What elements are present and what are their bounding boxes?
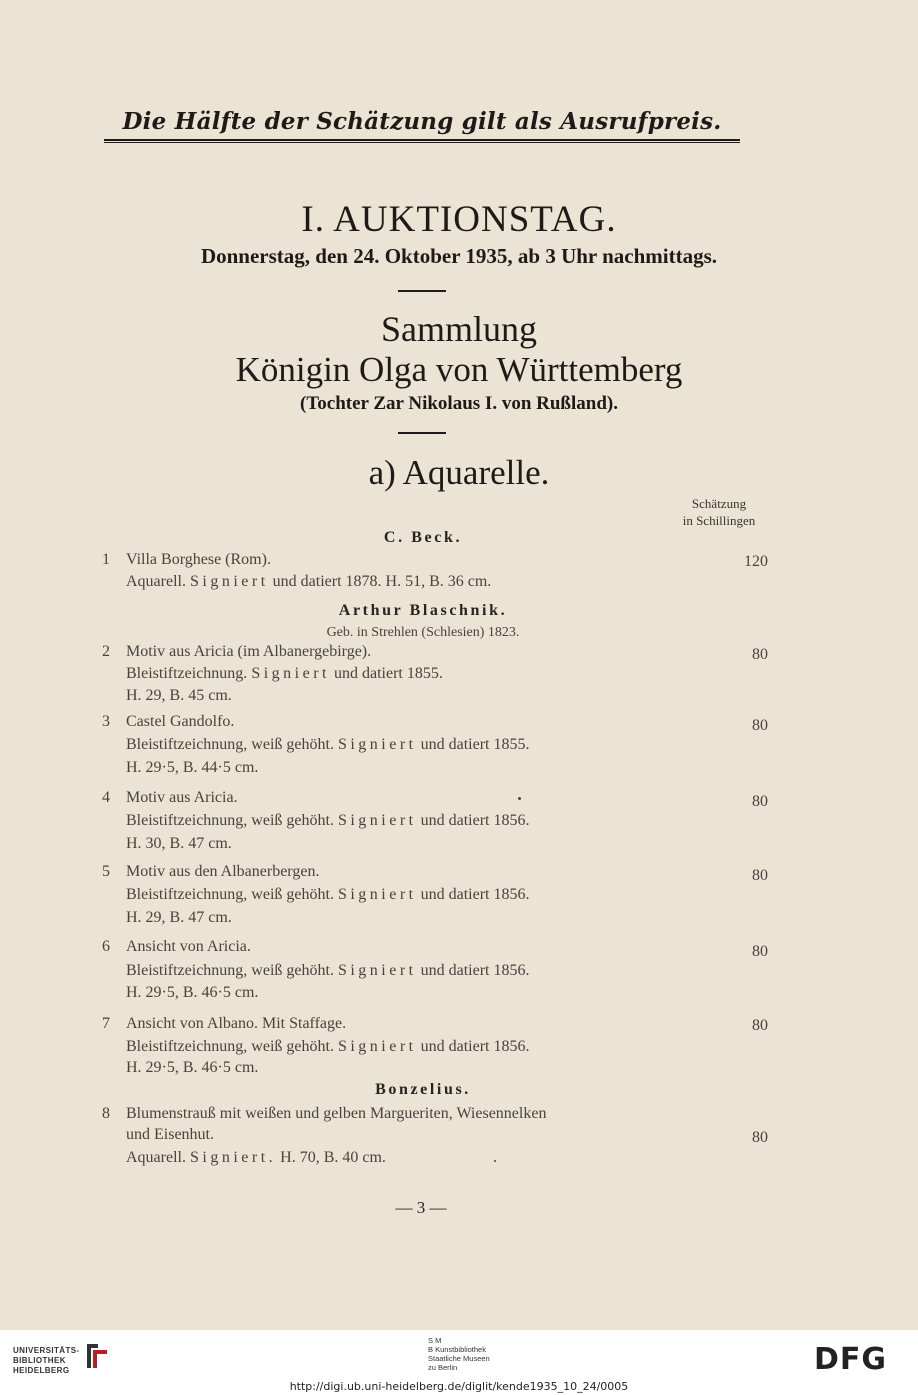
lot-text: und datiert 1878. H. 51, B. 36 cm. bbox=[268, 573, 492, 590]
collection-note: (Tochter Zar Nikolaus I. von Rußland). bbox=[300, 393, 618, 414]
lot-line bbox=[126, 573, 491, 591]
lot-price: 80 bbox=[752, 867, 768, 884]
lot-text: Aquarell. bbox=[126, 1149, 190, 1166]
lot-text: Aquarell. bbox=[126, 573, 190, 590]
university-library-label bbox=[13, 1346, 80, 1376]
lot-text: und Eisenhut. bbox=[126, 1126, 214, 1143]
lot-text: Bleistiftzeichnung, weiß gehöht. bbox=[126, 812, 338, 829]
lot-text: Bleistiftzeichnung. bbox=[126, 665, 252, 682]
lot-line bbox=[126, 687, 232, 705]
estimate-header-2: in Schillingen bbox=[682, 513, 756, 528]
lot-number: 3 bbox=[102, 713, 110, 730]
lot-text: H. 30, B. 47 cm. bbox=[126, 835, 232, 852]
lot-line bbox=[126, 1015, 346, 1033]
lot-line bbox=[126, 759, 258, 777]
lot-line bbox=[126, 863, 319, 881]
lot-text: H. 29·5, B. 46·5 cm. bbox=[126, 984, 259, 1001]
lot-number: 8 bbox=[102, 1105, 110, 1122]
university-label-line: BIBLIOTHEK bbox=[13, 1356, 66, 1365]
divider-rule bbox=[398, 432, 446, 434]
lot-number: 7 bbox=[102, 1015, 110, 1032]
lot-line bbox=[126, 938, 251, 956]
lot-line bbox=[126, 1038, 530, 1056]
artist-name: Bonzelius. bbox=[375, 1081, 471, 1098]
lot-line bbox=[126, 909, 232, 927]
section-title: a) Aquarelle. bbox=[368, 453, 550, 492]
lot-text: und datiert 1856. bbox=[416, 1038, 530, 1055]
lot-text: Ansicht von Aricia. bbox=[126, 938, 251, 955]
lot-text: Ansicht von Albano. Mit Staffage. bbox=[126, 1015, 347, 1032]
lot-price: 80 bbox=[752, 717, 768, 734]
viewer-footer bbox=[0, 1330, 918, 1395]
lot-text: und datiert 1856. bbox=[416, 886, 530, 903]
lot-text: Bleistiftzeichnung, weiß gehöht. bbox=[126, 1038, 338, 1055]
lot-text: H. 29, B. 45 cm. bbox=[126, 687, 232, 704]
lot-line bbox=[126, 812, 530, 830]
headline-underline bbox=[104, 139, 740, 141]
lot-text: Villa Borghese (Rom). bbox=[126, 551, 271, 568]
lot-text: Blumenstrauß mit weißen und gelben Margueriten, Wiesennelken bbox=[126, 1105, 547, 1122]
permalink-url[interactable]: http://digi.ub.uni-heidelberg.de/diglit/kende1935_10_24/0005 bbox=[289, 1380, 629, 1393]
lot-text-spaced: Signiert bbox=[337, 886, 417, 903]
artist-note: Geb. in Strehlen (Schlesien) 1823. bbox=[326, 625, 520, 640]
lot-text: Motiv aus den Albanerbergen. bbox=[126, 863, 320, 880]
stamp-line: zu Berlin bbox=[428, 1363, 458, 1372]
dfg-logo: DFG bbox=[814, 1342, 888, 1377]
lot-text: Castel Gandolfo. bbox=[126, 713, 235, 730]
lot-text: H. 70, B. 40 cm. bbox=[276, 1149, 386, 1166]
lot-text-spaced: Signiert bbox=[337, 962, 417, 979]
lot-price: 80 bbox=[752, 1129, 768, 1146]
stamp-line: B Kunstbibliothek bbox=[428, 1345, 486, 1354]
university-label-line: HEIDELBERG bbox=[13, 1366, 70, 1375]
lot-text: Motiv aus Aricia. bbox=[126, 789, 238, 806]
lot-text: H. 29·5, B. 44·5 cm. bbox=[126, 759, 259, 776]
lot-line bbox=[126, 835, 232, 853]
lot-text: und datiert 1855. bbox=[329, 665, 443, 682]
lot-price: 80 bbox=[752, 646, 768, 663]
lot-line bbox=[126, 1059, 258, 1077]
lot-price: 120 bbox=[744, 553, 768, 570]
artist-name: C. Beck. bbox=[383, 529, 463, 546]
lot-price: 80 bbox=[752, 793, 768, 810]
lot-number: 2 bbox=[102, 643, 110, 660]
lot-line bbox=[126, 665, 443, 683]
lot-number: 5 bbox=[102, 863, 110, 880]
lot-line bbox=[126, 1105, 546, 1123]
lot-line bbox=[126, 551, 271, 569]
collection-title: Sammlung bbox=[380, 309, 537, 349]
headline-underline-thin bbox=[104, 142, 740, 143]
divider-rule bbox=[398, 290, 446, 292]
lot-line bbox=[126, 789, 238, 807]
auction-date: Donnerstag, den 24. Oktober 1935, ab 3 Uhr nachmittags. bbox=[200, 244, 718, 268]
collection-owner: Königin Olga von Württemberg bbox=[235, 350, 683, 389]
stamp-line: S M bbox=[428, 1336, 442, 1345]
lot-text: Bleistiftzeichnung, weiß gehöht. bbox=[126, 962, 338, 979]
lot-text-spaced: Signiert bbox=[337, 736, 417, 753]
estimate-header-1: Schätzung bbox=[691, 496, 747, 511]
lot-text: und datiert 1856. bbox=[416, 962, 530, 979]
lot-text-spaced: Signiert bbox=[189, 573, 269, 590]
artist-name: Arthur Blaschnik. bbox=[338, 602, 508, 619]
auction-day-title: I. AUKTIONSTAG. bbox=[301, 199, 617, 240]
lot-price: 80 bbox=[752, 1017, 768, 1034]
lot-text: Bleistiftzeichnung, weiß gehöht. bbox=[126, 886, 338, 903]
lot-line bbox=[126, 984, 258, 1002]
stamp-line: Staatliche Museen bbox=[428, 1354, 490, 1363]
page-number: — 3 — bbox=[395, 1198, 447, 1217]
headline: Die Hälfte der Schätzung gilt als Ausrufpreis. bbox=[122, 108, 722, 135]
lot-line bbox=[126, 1126, 214, 1144]
lot-line bbox=[126, 643, 371, 661]
print-speck bbox=[518, 797, 521, 800]
heidelberg-logo-icon bbox=[84, 1340, 110, 1372]
university-label-line: UNIVERSITÄTS- bbox=[13, 1346, 80, 1355]
lot-text-spaced: Signiert. bbox=[189, 1149, 277, 1166]
provenance-stamp bbox=[428, 1336, 490, 1372]
lot-line bbox=[126, 962, 530, 980]
lot-price: 80 bbox=[752, 943, 768, 960]
lot-text: H. 29·5, B. 46·5 cm. bbox=[126, 1059, 259, 1076]
lot-text: und datiert 1855. bbox=[416, 736, 530, 753]
lot-line bbox=[126, 886, 530, 904]
lot-text: Bleistiftzeichnung, weiß gehöht. bbox=[126, 736, 338, 753]
lot-line bbox=[126, 736, 530, 754]
lot-text-spaced: Signiert bbox=[337, 812, 417, 829]
lot-number: 6 bbox=[102, 938, 110, 955]
lot-line bbox=[126, 713, 234, 731]
lot-text: und datiert 1856. bbox=[416, 812, 530, 829]
lot-line bbox=[126, 1149, 386, 1167]
lot-number: 4 bbox=[102, 789, 110, 806]
lot-text: H. 29, B. 47 cm. bbox=[126, 909, 232, 926]
lot-text-spaced: Signiert bbox=[251, 665, 330, 682]
lot-text: Motiv aus Aricia (im Albanergebirge). bbox=[126, 643, 372, 660]
print-speck bbox=[494, 1160, 496, 1162]
lot-number: 1 bbox=[102, 551, 110, 568]
lot-text-spaced: Signiert bbox=[337, 1038, 417, 1055]
